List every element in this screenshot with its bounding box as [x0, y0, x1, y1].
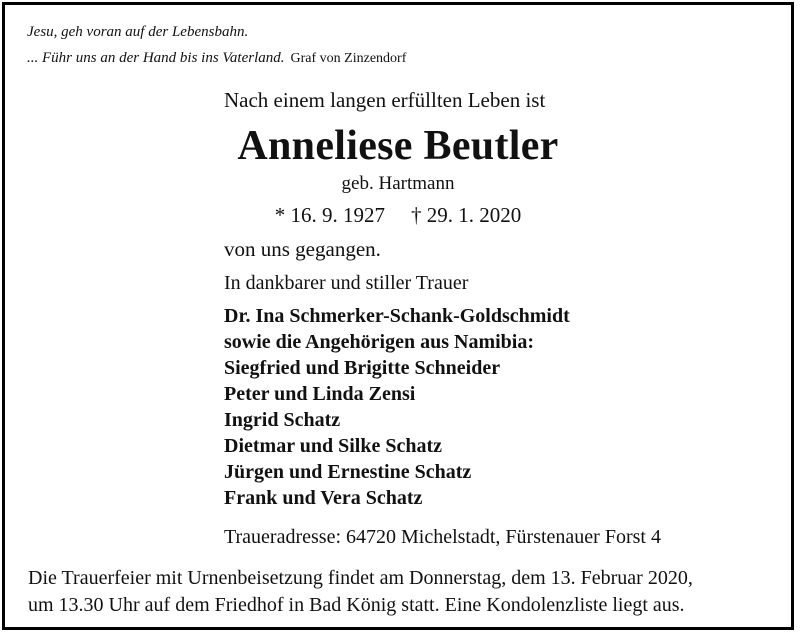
motto-line-2-text: ... Führ uns an der Hand bis ins Vaterland. [27, 50, 285, 66]
passed-text: von uns gegangen. [224, 237, 381, 261]
life-dates [0, 203, 796, 228]
birth-date: * 16. 9. 1927 [274, 203, 385, 227]
funeral-line-2: um 13.30 Uhr auf dem Friedhof in Bad König statt. Eine Kondolenzliste liegt aus. [28, 594, 685, 616]
mourner-line: Peter und Linda Zensi [224, 383, 416, 405]
mourner-line: Jürgen und Ernestine Schatz [224, 461, 472, 483]
motto-author: Graf von Zinzendorf [290, 51, 407, 66]
funeral-notice [28, 565, 693, 619]
death-date: † 29. 1. 2020 [411, 203, 522, 227]
maiden-name: geb. Hartmann [341, 173, 455, 194]
mourner-line: Frank und Vera Schatz [224, 487, 423, 509]
motto-line-1: Jesu, geh voran auf der Lebensbahn. [27, 24, 249, 40]
mourners-list [224, 303, 570, 511]
mourning-address: Traueradresse: 64720 Michelstadt, Fürstenauer Forst 4 [224, 526, 661, 548]
grief-text: In dankbarer und stiller Trauer [224, 272, 469, 294]
deceased-name: Anneliese Beutler [237, 123, 559, 169]
mourner-line: Ingrid Schatz [224, 409, 341, 431]
motto-line-2 [27, 50, 406, 67]
intro-text: Nach einem langen erfüllten Leben ist [224, 88, 546, 112]
mourner-line: Dr. Ina Schmerker-Schank-Goldschmidt [224, 305, 570, 327]
mourner-line: Dietmar und Silke Schatz [224, 435, 442, 457]
mourner-line: Siegfried und Brigitte Schneider [224, 357, 501, 379]
mourner-line: sowie die Angehörigen aus Namibia: [224, 331, 535, 353]
funeral-line-1: Die Trauerfeier mit Urnenbeisetzung findet am Donnerstag, dem 13. Februar 2020, [28, 567, 693, 589]
